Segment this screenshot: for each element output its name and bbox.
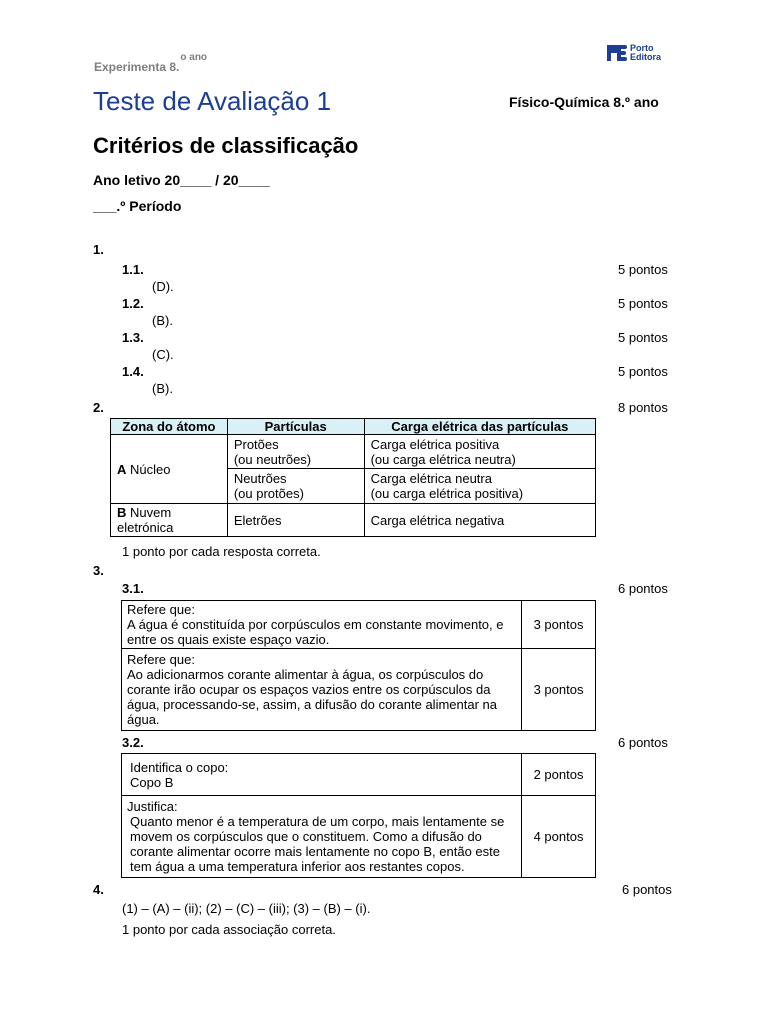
school-year-field: Ano letivo 20____ / 20____	[93, 172, 270, 188]
atom-zones-table	[110, 418, 596, 537]
question-1-number: 1.	[93, 242, 104, 257]
question-1-3-answer: (C).	[152, 347, 174, 362]
particle-cell: Neutrões (ou protões)	[227, 469, 364, 504]
porto-editora-logo-icon	[607, 45, 627, 61]
logo-line-2: Editora	[630, 52, 662, 62]
question-3-1-criteria-table	[121, 600, 596, 731]
criterion-cell: Identifica o copo: Copo B	[122, 754, 522, 796]
question-1-2-answer: (B).	[152, 313, 173, 328]
particle-cell: Eletrões	[227, 504, 364, 537]
zone-a-cell: A Núcleo	[111, 435, 228, 504]
criterion-points: 3 pontos	[522, 601, 596, 649]
charge-cell: Carga elétrica neutra (ou carga elétrica positiva)	[364, 469, 595, 504]
column-header: Zona do átomo	[111, 419, 228, 435]
table-row	[111, 435, 596, 469]
criterion-cell: Refere que: A água é constituída por corpúsculos em constante movimento, e entre os quais existe espaço vazio.	[122, 601, 522, 649]
zone-b-cell: B Nuvem eletrónica	[111, 504, 228, 537]
question-1-1-number: 1.1.	[122, 262, 144, 277]
question-3-number: 3.	[93, 563, 104, 578]
question-4-answer: (1) – (A) – (ii); (2) – (C) – (iii); (3) – (B) – (i).	[122, 901, 371, 916]
column-header: Partículas	[227, 419, 364, 435]
series-label: Experimenta 8.$^{o ano}$	[94, 52, 208, 74]
charge-cell: Carga elétrica positiva (ou carga elétrica neutra)	[364, 435, 595, 469]
question-1-4-points: 5 pontos	[618, 364, 668, 379]
question-1-2-points: 5 pontos	[618, 296, 668, 311]
table-row	[111, 504, 596, 537]
question-1-4-answer: (B).	[152, 381, 173, 396]
question-1-1-answer: (D).	[152, 279, 174, 294]
question-1-3-number: 1.3.	[122, 330, 144, 345]
page-title: Teste de Avaliação 1	[93, 86, 332, 116]
subject-label: Físico-Química 8.º ano	[509, 94, 659, 110]
criterion-cell: Justifica: Quanto menor é a temperatura de um corpo, mais lentamente se movem os corpúsculos que o constituem. Como a difusão do corante alimentar ocorre mais lentamente no copo B, então este tem água a uma temperatura inferior aos restantes copos.	[122, 796, 522, 878]
table-row	[122, 754, 596, 796]
question-2-number: 2.	[93, 400, 104, 415]
criterion-points: 3 pontos	[522, 649, 596, 731]
particle-cell: Protões (ou neutrões)	[227, 435, 364, 469]
question-4-number: 4.	[93, 882, 104, 897]
page-subtitle: Critérios de classificação	[93, 133, 359, 158]
column-header: Carga elétrica das partículas	[364, 419, 595, 435]
table-row	[122, 601, 596, 649]
question-3-2-number: 3.2.	[122, 735, 144, 750]
criterion-points: 2 pontos	[522, 754, 596, 796]
question-3-1-number: 3.1.	[122, 581, 144, 596]
question-3-2-criteria-table	[121, 753, 596, 878]
question-3-2-points: 6 pontos	[618, 735, 668, 750]
question-1-3-points: 5 pontos	[618, 330, 668, 345]
question-3-1-points: 6 pontos	[618, 581, 668, 596]
charge-cell: Carga elétrica negativa	[364, 504, 595, 537]
question-1-4-number: 1.4.	[122, 364, 144, 379]
table-row	[122, 649, 596, 731]
period-field: ___.º Período	[93, 198, 182, 214]
publisher-logo	[607, 44, 661, 62]
question-2-points: 8 pontos	[618, 400, 668, 415]
question-2-note: 1 ponto por cada resposta correta.	[122, 544, 321, 559]
criterion-points: 4 pontos	[522, 796, 596, 878]
table-row	[122, 796, 596, 878]
logo-line-1: Porto	[630, 43, 654, 53]
question-4-note: 1 ponto por cada associação correta.	[122, 922, 336, 937]
criterion-cell: Refere que: Ao adicionarmos corante alimentar à água, os corpúsculos do corante irão ocupar os espaços vazios entre os corpúsculos da água, processando-se, assim, a difusão do corante alimentar na água.	[122, 649, 522, 731]
question-1-1-points: 5 pontos	[618, 262, 668, 277]
question-1-2-number: 1.2.	[122, 296, 144, 311]
question-4-points: 6 pontos	[622, 882, 672, 897]
table-header-row	[111, 419, 596, 435]
